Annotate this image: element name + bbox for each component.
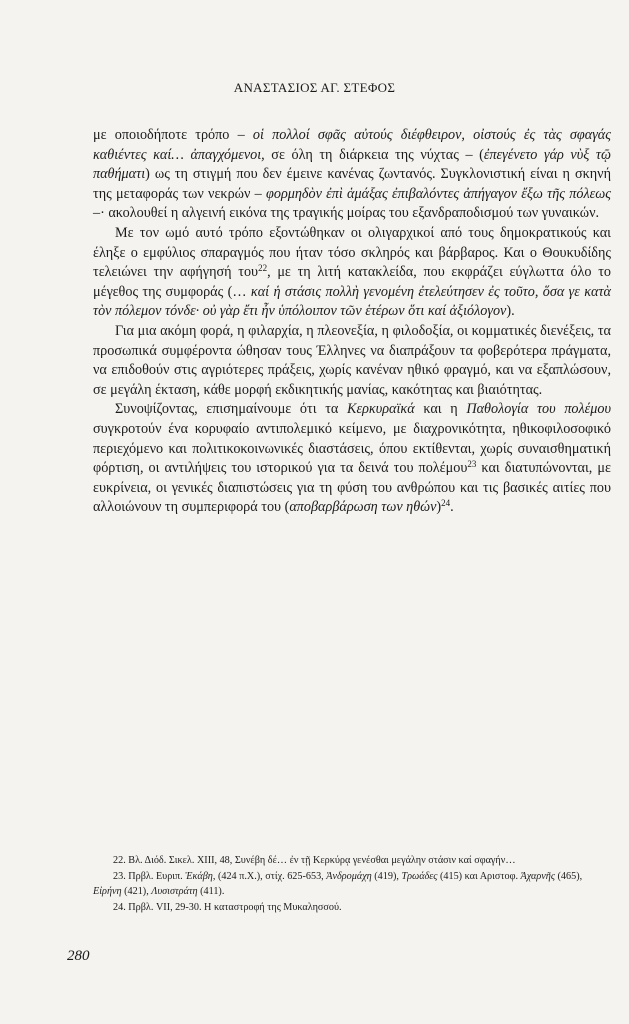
text-span: ) <box>436 499 442 516</box>
paragraph-4 <box>93 400 611 518</box>
text-span: συγκροτούν ένα κορυφαίο αντιπολεμικό κείμενο, με διαχρονικότητα, ηθικοφιλοσοφικό περιεχόμενο και πολιτικοκοινωνικές διαστάσεις, όπου εκτίθενται, χωρίς συναισθηματική φόρτιση, οι αντιλήψεις του ιστορικού για τα δεινά του πολέμου <box>93 420 611 477</box>
text-span: , με τη λιτή κατακλείδα, που εκφράζει εύγλωττα όλο το μέγεθος της συμφοράς (… <box>93 264 612 300</box>
greek-quote: καί ἡ στάσις πολλὴ γενομένη ἐτελεύτησεν ἐς τοῦτο, ὅσα γε κατὰ τὸν πόλεμον τόνδε· οὐ γὰρ ἔτι ἦν ὑπόλοιπον τῶν ἑτέρων ὅτι καί ἀξιόλογον <box>93 283 612 320</box>
work-title: Τρωάδες <box>401 870 438 882</box>
text-span: , (424 π.Χ.), στίχ. 625-653, <box>212 870 327 882</box>
work-title: Ἑκάβη <box>185 870 213 882</box>
text-span: 23. Πρβλ. Ευριπ. <box>113 870 186 882</box>
text-span: (421), <box>121 886 152 897</box>
text-span: ) ως τη στιγμή που δεν έμεινε κανένας ζωντανός. Συγκλονιστική είναι η σκηνή της μεταφοράς των νεκρών – <box>93 166 611 202</box>
italic-title: Κερκυραϊκά <box>347 401 415 418</box>
greek-quote: ἐπεγένετο γάρ νὺξ τῷ παθήματι <box>93 146 611 183</box>
italic-title: Παθολογία του πολέμου <box>466 401 611 418</box>
footnote-23 <box>93 869 611 900</box>
footnotes <box>93 853 611 915</box>
text-span: Με τον ωμό αυτό τρόπο εξοντώθηκαν οι ολιγαρχικοί από τους δημοκρατικούς και έληξε ο εμφύλιος σπαραγμός που ήταν τόσο σκληρός και βάρβαρος. Και ο Θουκυδίδης τελειώνει την αφήγησή του <box>93 224 611 281</box>
text-span: Συνοψίζοντας, επισημαίνουμε ότι τα <box>115 401 348 418</box>
italic-phrase: αποβαρβάρωση των ηθών <box>289 499 437 516</box>
footnote-22: 22. Βλ. Διόδ. Σικελ. XIII, 48, Συνέβη δέ… ἐν τῇ Κερκύρᾳ γενέσθαι μεγάλην στάσιν καί σφαγήν… <box>113 855 516 866</box>
work-title: Ἀνδρομάχη <box>326 870 372 882</box>
text-span: (465), <box>554 870 583 882</box>
text-span: με οποιοδήποτε τρόπο – <box>93 127 253 143</box>
footnote-ref: 22 <box>258 263 268 274</box>
footnote-ref: 24 <box>441 498 451 509</box>
text-span: ). <box>506 303 515 320</box>
text-span: (411). <box>197 886 225 897</box>
text-span: και η <box>414 401 467 418</box>
greek-quote: φορμηδὸν ἐπὶ ἁμάξας ἐπιβαλόντες ἀπήγαγον ἔξω τῆς πόλεως <box>266 185 611 202</box>
running-header: ΑΝΑΣΤΑΣΙΟΣ ΑΓ. ΣΤΕΦΟΣ <box>233 80 396 95</box>
footnote-24: 24. Πρβλ. VII, 29-30. Η καταστροφή της Μυκαλησσού. <box>113 901 342 913</box>
paragraph-3: Για μια ακόμη φορά, η φιλαρχία, η πλεονεξία, η φιλοδοξία, οι κομματικές διενέξεις, τα προσωπικά συμφέροντα ώθησαν τους Έλληνες να διαπράξουν τα φοβερότερα πράγματα, να επιδοθούν στις αγριότερες πράξεις, χωρίς κανέναν ηθικό φραγμό, και να εξαπλώσουν, σε μεγάλη έκταση, κάθε μορφή εκδικητικής μανίας, κακότητας και βιαιότητας. <box>93 322 611 398</box>
text-span: σε όλη τη διάρκεια της νύχτας – ( <box>264 146 484 163</box>
text-span: (415) και Αριστοφ. <box>437 870 521 882</box>
work-title: Εἰρήνη <box>93 886 122 897</box>
text-span: –· ακολουθεί η αλγεινή εικόνα της τραγικής μοίρας του εξανδραποδισμού των γυναικών. <box>93 205 600 222</box>
footnote-ref: 23 <box>467 459 477 470</box>
paragraph-1 <box>93 126 611 224</box>
main-text <box>93 126 611 518</box>
greek-quote: οἱ πολλοί σφᾶς αὐτούς διέφθειρον, οἰστούς ἐς τὰς σφαγάς καθιέντες καί… ἀπαγχόμενοι, <box>93 127 611 163</box>
work-title: Ἀχαρνῆς <box>520 870 555 882</box>
work-title: Λυσιστράτη <box>151 886 198 897</box>
text-span: και διατυπώνονται, με ευκρίνεια, οι γενικές διαπιστώσεις για τη φύση του ανθρώπου και τις βασικές αιτίες που αλλοιώνουν τη συμπεριφορά του ( <box>93 460 611 516</box>
text-span: (419), <box>371 870 402 882</box>
page-number: 280 <box>67 948 90 964</box>
paragraph-2 <box>93 224 611 322</box>
text-span: . <box>450 499 454 516</box>
